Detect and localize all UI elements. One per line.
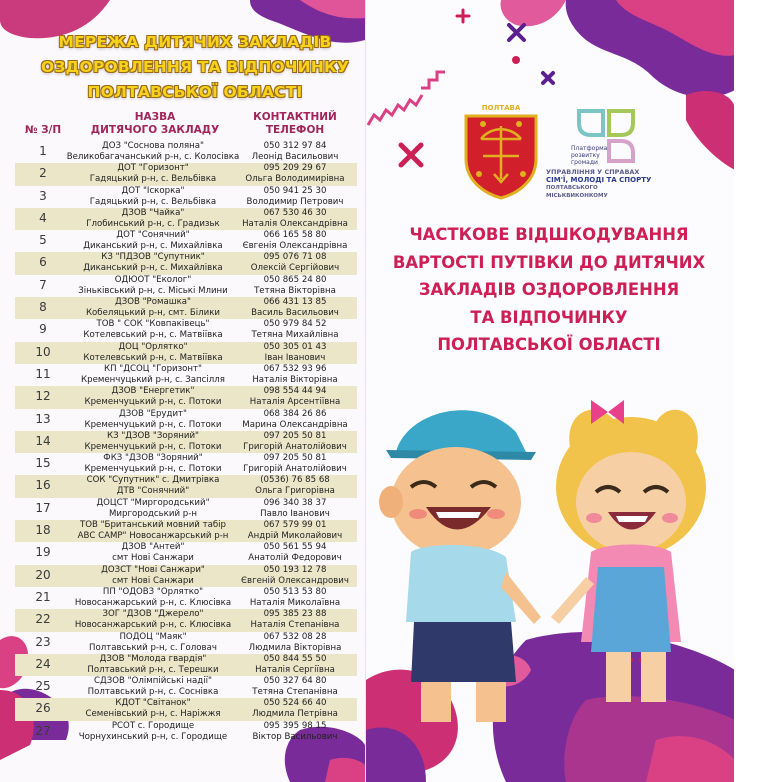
table-row [0,163,365,185]
institution-location: Котелевський р-н, с. Матвіївка [83,352,223,363]
contact-person: Григорій Анатолійович [243,441,347,452]
coat-label: ПОЛТАВА [481,104,521,112]
institution-title: ДЗОВ "Чайка" [121,207,185,218]
contact [235,632,355,654]
platform-label: Платформа розвитку громади [571,145,608,166]
row-number: 13 [35,411,51,426]
left-panel [0,0,365,782]
institution-location: Новосанжарський р-н, с. Клюсівка [74,597,232,608]
institution-name [58,208,248,230]
contact [235,186,355,208]
institution-name [58,498,248,520]
institution-title: ДОТ "Сонячний" [116,230,190,241]
row-number: 7 [39,277,47,292]
dept-line1: УПРАВЛІННЯ У СПРАВАХ [546,168,640,176]
contact-phone: 050 524 66 40 [263,698,327,709]
contact-person: Павло Іванович [260,508,330,519]
department-text [546,168,656,200]
table-row [0,520,365,542]
contact [235,498,355,520]
contact-person: Олексій Сергійович [250,263,340,274]
table-row [0,252,365,274]
contact-person: Наталія Арсентіївна [249,397,341,408]
institution-title: ОДЮОТ "Еколог" [114,274,192,285]
contact-phone: 050 979 84 52 [263,319,327,330]
institution-location: Кременчуцький р-н, с. Потоки [84,464,222,475]
row-number: 2 [39,166,47,181]
institution-title: ДОТ "Горизонт" [117,163,189,174]
institution-name [58,297,248,319]
contact-phone: 050 844 55 50 [263,653,327,664]
institution-name [58,542,248,564]
institution-name [58,654,248,676]
institution-title: ДЗОВ "Ромашка" [114,297,192,308]
contact-person: Володимир Петрович [246,196,344,207]
institution-location: Зіньківський р-н, с. Міські Млини [78,285,228,296]
contact-person: Тетяна Вікторівна [254,285,336,296]
table-row [0,297,365,319]
contact [235,475,355,497]
contact-person: Віктор Васильович [252,731,338,742]
institution-title: ТОВ " СОК "Ковпаківець" [96,319,210,330]
contact-phone: 095 209 29 67 [263,163,327,174]
table-row [0,632,365,654]
institution-name [58,319,248,341]
institution-name [58,252,248,274]
table-row [0,409,365,431]
contact-phone: 067 579 99 01 [263,520,327,531]
row-number: 5 [39,233,47,248]
row-number: 9 [39,322,47,337]
table-row [0,319,365,341]
contact [235,364,355,386]
table-row [0,453,365,475]
institution-name [58,698,248,720]
contact [235,141,355,163]
contact-phone: 050 327 64 80 [263,676,327,687]
contact-phone: 095 385 23 88 [263,609,327,620]
table-row [0,721,365,743]
institution-location: Кременчуцький р-н, с. Запсілля [81,374,225,385]
contact-person: Людмила Петрівна [252,709,338,720]
row-number: 10 [35,344,51,359]
institution-name [58,386,248,408]
contact [235,565,355,587]
left-title-line2: ОЗДОРОВЛЕННЯ ТА ВІДПОЧИНКУ [40,58,350,76]
contact-phone: 050 865 24 80 [263,274,327,285]
contact [235,230,355,252]
institution-name [58,163,248,185]
institution-name [58,186,248,208]
institution-title: ПП "ОДОВЗ "Орлятко" [102,586,204,597]
contact [235,721,355,743]
row-number: 8 [39,300,47,315]
contact-person: Ольга Григорівна [255,486,335,497]
institution-title: ДЗОВ "Антей" [121,542,185,553]
institution-title: КЗ "ПДЗОВ "Супутник" [101,252,205,263]
page-edge [734,0,764,782]
contact [235,654,355,676]
institution-title: ЗОГ "ДЗОВ "Джерело" [102,609,204,620]
institution-location: Котелевський р-н, с. Матвіївка [83,330,223,341]
contact-person: Леонід Васильович [251,152,339,162]
institution-location: Глобинський р-н, с. Градизьк [86,218,220,229]
left-title [30,30,360,105]
institution-name [58,676,248,698]
contact [235,208,355,230]
institution-location: ДТВ "Сонячний" [116,486,190,497]
contact-person: Марина Олександрівна [242,419,348,430]
institution-name [58,275,248,297]
institution-name [58,141,248,163]
institution-name [58,565,248,587]
institution-title: КЗ "ДЗОВ "Зоряний" [107,430,199,441]
contact [235,252,355,274]
institution-location: Гадяцький р-н, с. Вельбівка [89,174,217,185]
row-number: 18 [35,523,51,538]
row-number: 24 [35,656,51,671]
row-number: 23 [35,634,51,649]
table-row [0,587,365,609]
institution-location: Семенівський р-н, с. Наріжжя [85,709,221,720]
contact-person: Євгенія Олександрівна [242,241,348,252]
contact-person: Євгеній Олександрович [241,575,349,586]
table-row [0,275,365,297]
contact-phone: 050 312 97 84 [263,141,327,151]
institution-name [58,342,248,364]
table-row [0,498,365,520]
contact-person: Людмила Вікторівна [248,642,342,653]
row-number: 22 [35,612,51,627]
contact [235,386,355,408]
contact-phone: 098 554 44 94 [263,386,327,397]
header-name [85,111,225,137]
contact [235,609,355,631]
table-row [0,698,365,720]
row-number: 17 [35,500,51,515]
contact-person: Наталія Степанівна [250,620,340,631]
contact-person: Василь Васильович [251,308,339,319]
contact [235,587,355,609]
contact-phone: 067 530 46 30 [263,207,327,218]
table-row [0,186,365,208]
institution-title: ДОЦСТ "Миргородський" [96,497,210,508]
table-header [0,111,365,141]
row-number: 14 [35,433,51,448]
table-row [0,565,365,587]
row-number: 21 [35,589,51,604]
table-row [0,609,365,631]
institution-location: Чорнухинський р-н, с. Городище [78,731,228,742]
right-title-line5: ПОЛТАВСЬКОЇ ОБЛАСТІ [437,335,661,354]
table-row [0,542,365,564]
institution-location: смт Нові Санжари [112,575,194,586]
institutions-table [0,141,365,743]
institution-location: смт Нові Санжари [112,553,194,564]
institution-title: РСОТ с. Городище [111,720,195,731]
contact [235,319,355,341]
contact-person: Іван Іванович [264,352,326,363]
contact-phone: 050 941 25 30 [263,185,327,196]
contact-person: Тетяна Степанівна [252,687,338,698]
institution-title: ФКЗ "ДЗОВ "Зоряний" [103,453,203,464]
dept-line2: СІМ'Ї, МОЛОДІ ТА СПОРТУ [546,176,652,184]
contact-person: Ольга Володимирівна [245,174,345,185]
right-title-line3: ЗАКЛАДІВ ОЗДОРОВЛЕННЯ [418,280,680,299]
left-title-line3: ПОЛТАВСЬКОЇ ОБЛАСТІ [87,83,303,101]
institution-title: ПОДОЦ "Маяк" [119,631,187,642]
contact-phone: 050 305 01 43 [263,341,327,352]
institution-title: ТОВ "Британський мовний табір [79,520,227,531]
row-number: 3 [39,188,47,203]
header-name-line2: ДИТЯЧОГО ЗАКЛАДУ [90,124,220,136]
institution-title: ДОЦ "Орлятко" [118,341,188,352]
contact [235,698,355,720]
poltava-coat-of-arms-icon [461,104,541,200]
table-row [0,208,365,230]
institution-name [58,632,248,654]
contact-phone: 096 340 38 37 [263,497,327,508]
institution-location: АВС САМР" Новосанжарський р-н [77,531,229,542]
institution-location: Кременчуцький р-н, с. Потоки [84,419,222,430]
contact-person: Наталія Олександрівна [242,218,348,229]
institution-location: Полтавський р-н, с. Терешки [87,664,219,675]
row-number: 25 [35,679,51,694]
contact [235,676,355,698]
contact-phone: 066 431 13 85 [263,297,327,308]
table-row [0,364,365,386]
institution-name [58,364,248,386]
contact [235,342,355,364]
contact-phone: 050 193 12 78 [263,564,327,575]
row-number: 1 [39,144,47,158]
contact [235,431,355,453]
contact-phone: 095 076 71 08 [263,252,327,263]
row-number: 12 [35,389,51,404]
contact [235,275,355,297]
institution-name [58,721,248,743]
contact-phone: 066 165 58 80 [263,230,327,241]
contact-phone: 068 384 26 86 [263,408,327,419]
left-title-line1: МЕРЕЖА ДИТЯЧИХ ЗАКЛАДІВ [58,33,332,51]
table-row [0,654,365,676]
contact [235,297,355,319]
institution-title: КП "ДСОЦ "Горизонт" [103,363,203,374]
institution-title: ДЗОВ "Ерудит" [118,408,188,419]
contact-person: Анатолій Федорович [248,553,342,564]
contact-phone: 067 532 08 28 [263,631,327,642]
header-contact [235,111,355,137]
contact [235,542,355,564]
table-row [0,230,365,252]
right-title [369,221,729,359]
contact [235,163,355,185]
contact [235,520,355,542]
institution-name [58,520,248,542]
right-title-line2: ВАРТОСТІ ПУТІВКИ ДО ДИТЯЧИХ [392,252,706,272]
header-contact-line1: КОНТАКТНИЙ [253,111,337,123]
right-title-line4: ТА ВІДПОЧИНКУ [470,307,628,327]
institution-location: Полтавський р-н, с. Головач [89,642,217,653]
institution-location: Полтавський р-н, с. Соснівка [87,687,219,698]
institution-name [58,230,248,252]
header-name-line1: НАЗВА [134,111,176,123]
row-number: 4 [39,210,47,225]
institution-location: Кременчуцький р-н, с. Потоки [84,397,222,408]
institution-location: Кременчуцький р-н, с. Потоки [84,441,222,452]
institution-title: ДОЗСТ "Нові Санжари" [101,564,205,575]
table-row [0,141,365,163]
contact-phone: (0536) 76 85 68 [260,475,330,486]
contact [235,453,355,475]
row-number: 11 [35,366,51,381]
right-panel [365,0,735,782]
header-num: № З/П [24,124,62,136]
table-row [0,431,365,453]
table-row [0,676,365,698]
institution-location: Диканський р-н, с. Михайлівка [83,241,223,252]
row-number: 19 [35,545,51,560]
contact-person: Тетяна Михайлівна [251,330,339,341]
institution-name [58,475,248,497]
institution-name [58,453,248,475]
institution-name [58,587,248,609]
contact-phone: 050 513 53 80 [263,586,327,597]
contact-phone: 095 395 98 15 [263,720,327,731]
table-row [0,475,365,497]
institution-location: Гадяцький р-н, с. Вельбівка [89,196,217,207]
institution-location: Великобагачанський р-н, с. Колосівка [66,152,240,162]
institution-location: Кобеляцький р-н, смт. Білики [85,308,221,319]
contact-phone: 097 205 50 81 [263,430,327,441]
table-row [0,342,365,364]
institution-name [58,409,248,431]
contact-phone: 097 205 50 81 [263,453,327,464]
institution-location: Диканський р-н, с. Михайлівка [83,263,223,274]
institution-name [58,431,248,453]
contact-person: Наталія Сергіївна [255,664,335,675]
contact-phone: 067 532 93 96 [263,363,327,374]
institution-title: ДЗОВ "Молода гвардія" [99,653,207,664]
institution-title: СОК "Супутник" с. Дмитрівка [86,475,220,486]
contact-person: Наталія Миколаївна [249,597,341,608]
table-row [0,386,365,408]
contact-person: Григорій Анатолійович [243,464,347,475]
contact-phone: 050 561 55 94 [263,542,327,553]
row-number: 26 [35,701,51,716]
institution-title: ДОЗ "Соснова поляна" [102,141,204,151]
children-illustration [366,392,735,782]
row-number: 6 [39,255,47,270]
contact-person: Андрій Миколайович [247,531,343,542]
row-number: 16 [35,478,51,493]
institution-name [58,609,248,631]
institution-title: ДОТ "Іскорка" [121,185,185,196]
row-number: 20 [35,567,51,582]
institution-title: КДОТ "Світанок" [115,698,191,709]
header-contact-line2: ТЕЛЕФОН [265,124,325,136]
row-number: 15 [35,456,51,471]
contact-person: Наталія Вікторівна [252,374,338,385]
institution-location: Миргородський р-н [109,508,197,519]
institution-title: ДЗОВ "Енергетик" [111,386,195,397]
institution-title: СДЗОВ "Олімпійські надії" [94,676,212,687]
dept-line3: ПОЛТАВСЬКОГО МІСЬКВИКОНКОМУ [546,185,608,199]
row-number: 27 [35,723,51,738]
institution-location: Новосанжарський р-н, с. Клюсівка [74,620,232,631]
contact [235,409,355,431]
right-title-line1: ЧАСТКОВЕ ВІДШКОДУВАННЯ [409,225,689,244]
